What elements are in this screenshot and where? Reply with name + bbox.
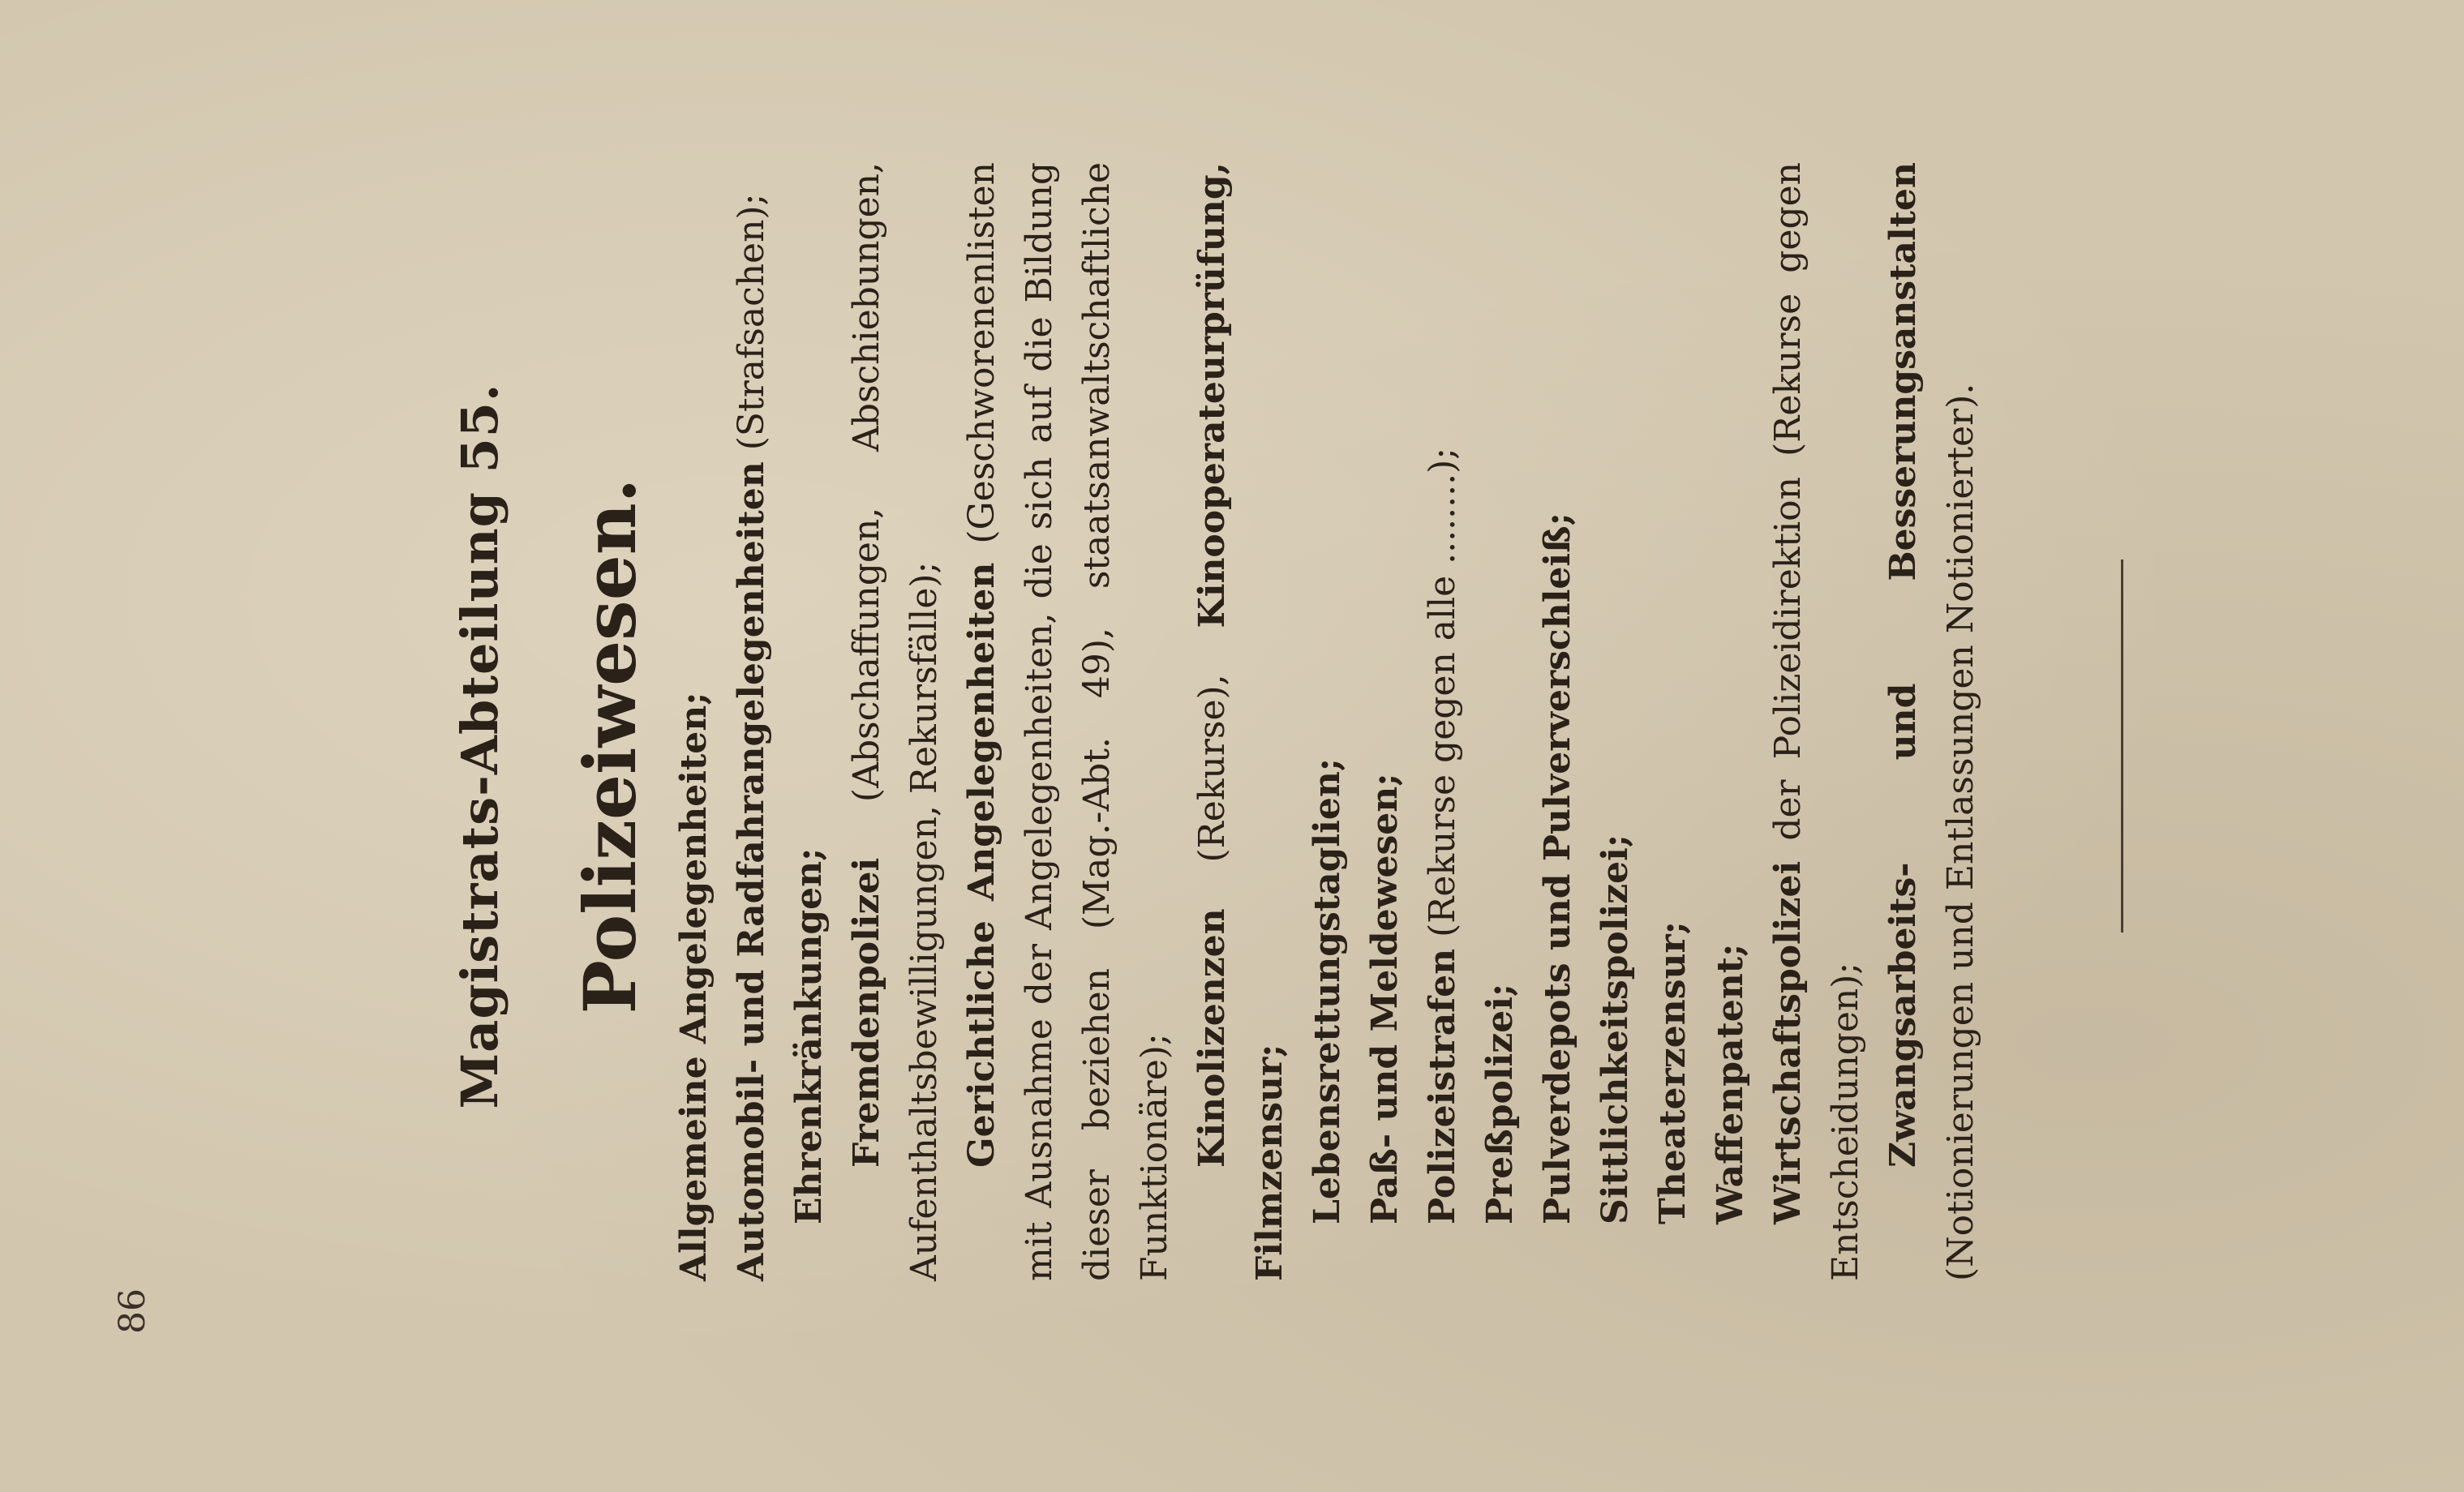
entry-list — [665, 162, 1990, 1281]
entry: Pulverdepots und Pulververschleiß; — [1537, 512, 1578, 1224]
entry: Kinolizenzen (Rekurse), Kinooperateurprüfung, Filmzensur; — [1191, 162, 1290, 1281]
section-header: Magistrats-Abteilung 55. — [450, 383, 509, 1109]
entry: Automobil- und Radfahrangelegenheiten (Strafsachen); — [731, 193, 772, 1281]
page-number: 86 — [112, 1288, 153, 1334]
entry: Fremdenpolizei (Abschaffungen, Abschiebungen, Aufenthaltsbewilligungen, Rekursfälle); — [846, 162, 945, 1281]
divider-rule — [2121, 560, 2123, 932]
entry: Sittlichkeitspolizei; — [1595, 834, 1636, 1224]
entry: Allgemeine Angelegenheiten; — [673, 692, 715, 1281]
entry: Theaterzensur; — [1652, 921, 1693, 1224]
entry: Paß- und Meldewesen; — [1364, 773, 1406, 1224]
entry: Gerichtliche Angelegenheiten (Geschworenenlisten mit Ausnahme der Angelegenheiten, die sich auf die Bildung dieser beziehen (Mag.-Abt. 49), staatsanwaltschaftliche Funktionäre); — [961, 161, 1175, 1281]
entry: Preßpolizei; — [1479, 983, 1521, 1224]
entry: Polizeistrafen (Rekurse gegen alle ........); — [1422, 447, 1463, 1224]
entry: Wirtschaftspolizei der Polizeidirektion (Rekurse gegen Entscheidungen); — [1767, 162, 1866, 1281]
entry: Ehrenkränkungen; — [788, 847, 830, 1224]
entry: Zwangsarbeits- und Besserungsanstalten (Notionierungen und Entlassungen Notionierter). — [1882, 162, 1981, 1281]
page-title: Polizeiwesen. — [568, 478, 652, 1014]
entry: Waffenpatent; — [1710, 943, 1751, 1224]
entry: Lebensrettungstaglien; — [1307, 757, 1348, 1224]
